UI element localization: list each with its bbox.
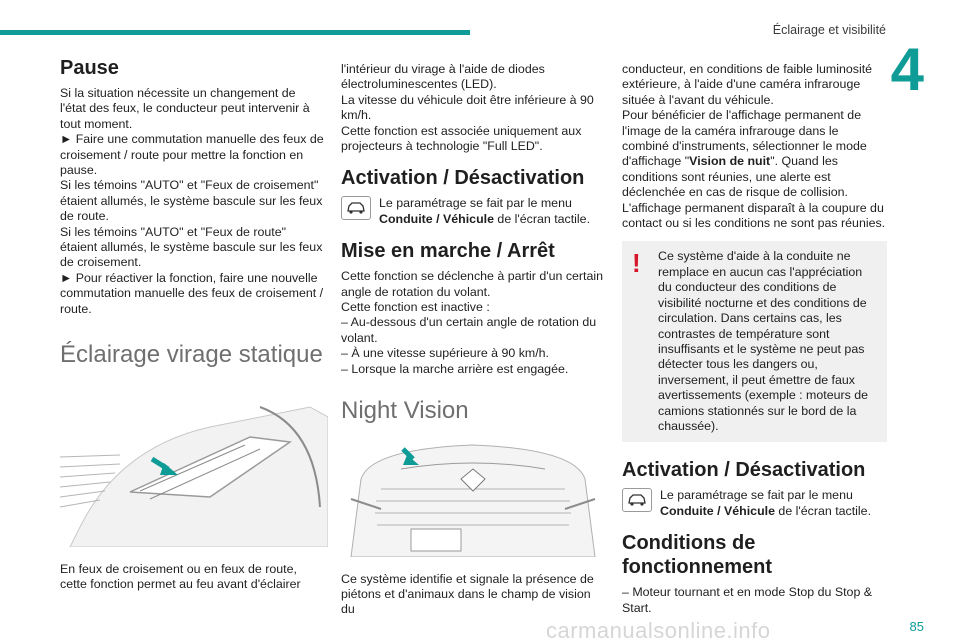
settings-text-tail: de l'écran tactile. <box>493 211 591 226</box>
operating-conditions-heading: Conditions de fonctionnement <box>622 532 772 579</box>
paragraph-text: Pour bénéficier de l'affichage permanent de l'image de la caméra infrarouge dans le combiné d'instruments, sélectionner le mode d'affichage " <box>622 108 867 169</box>
paragraph: l'intérieur du virage à l'aide de diodes électroluminescentes (LED). <box>341 62 545 92</box>
list-item: – Au-dessous d'un certain angle de rotation du volant. <box>341 315 597 345</box>
warning-exclamation-icon: ! <box>632 248 641 279</box>
warning-text: Ce système d'aide à la conduite ne remplace en aucun cas l'appréciation du conducteur des conditions de visibilité nocturne et des conditions de circulation. Dans certains cas, les contrastes de température sont insuffisants et le système ne peut pas détecter tous les dangers ou, inversement, il peut émettre de faux avertissements (exemple : moteurs de camions stationnés sur le bord de la chaussée). <box>658 249 869 433</box>
paragraph: En feux de croisement ou en feux de route, cette fonction permet au feu avant d'éclairer <box>60 561 301 591</box>
column-1 <box>60 56 324 592</box>
list-item: – À une vitesse supérieure à 90 km/h. <box>341 346 550 361</box>
settings-text: Le paramétrage se fait par le menu <box>379 196 572 211</box>
activation-heading: Activation / Désactivation <box>341 167 585 190</box>
pause-heading: Pause <box>60 57 119 79</box>
paragraph: Ce système identifie et signale la présence de piétons et d'animaux dans le champ de vision du <box>341 571 594 617</box>
paragraph: Cette fonction est associée uniquement aux projecteurs à technologie "Full LED". <box>341 123 582 154</box>
paragraph: Cette fonction se déclenche à partir d'un certain angle de rotation du volant. <box>341 269 604 299</box>
paragraph: conducteur, en conditions de faible luminosité extérieure, à l'aide d'une caméra infrarouge située à l'avant du véhicule. <box>622 62 873 107</box>
column-3 <box>622 62 887 616</box>
header-accent-bar <box>0 30 470 35</box>
page-number: 85 <box>909 619 924 634</box>
settings-note <box>622 488 887 519</box>
night-vision-heading: Night Vision <box>341 397 469 425</box>
chapter-title: Éclairage et visibilité <box>772 23 886 37</box>
paragraph: Si la situation nécessite un changement de l'état des feux, le conducteur peut intervenir à tout moment. <box>60 86 310 131</box>
settings-text: Le paramétrage se fait par le menu <box>660 488 853 503</box>
settings-menu-path: Conduite / Véhicule <box>379 211 494 226</box>
display-mode-name: Vision de nuit <box>689 154 771 169</box>
settings-text-tail: de l'écran tactile. <box>774 503 872 518</box>
settings-menu-path: Conduite / Véhicule <box>660 503 775 518</box>
activation-heading-2: Activation / Désactivation <box>622 459 866 482</box>
car-front-illustration <box>341 439 607 561</box>
start-stop-heading: Mise en marche / Arrêt <box>341 240 555 263</box>
warning-box <box>622 241 887 442</box>
list-item: – Lorsque la marche arrière est engagée. <box>341 361 569 376</box>
column-2 <box>341 62 607 618</box>
watermark: carmanualsonline.info <box>546 618 771 643</box>
paragraph: L'affichage permanent disparaît à la coupure du contact ou si les conditions ne sont pas réunies. <box>622 200 886 231</box>
static-lighting-heading: Éclairage virage statique <box>60 341 323 369</box>
list-item: – Moteur tournant et en mode Stop du Stop & Start. <box>622 585 873 615</box>
paragraph: Si les témoins "AUTO" et "Feux de route" étaient allumés, le système bascule sur les feux de croisement. <box>60 224 323 270</box>
paragraph: Cette fonction est inactive : <box>341 300 490 315</box>
car-settings-icon <box>341 196 371 220</box>
chapter-number: 4 <box>890 36 924 103</box>
settings-note <box>341 196 607 227</box>
headlight-illustration <box>60 387 324 551</box>
paragraph: La vitesse du véhicule doit être inférieure à 90 km/h. <box>341 92 594 123</box>
paragraph <box>622 108 887 200</box>
car-settings-icon <box>622 488 652 512</box>
paragraph-text: ". Quand les conditions sont réunies, une alerte est déclenchée en cas de risque de collision. <box>622 154 848 200</box>
paragraph: ► Pour réactiver la fonction, faire une nouvelle commutation manuelle des feux de croisement / route. <box>60 270 324 316</box>
paragraph: Si les témoins "AUTO" et "Feux de croisement" étaient allumés, le système bascule sur les feux de route. <box>60 178 323 224</box>
paragraph: ► Faire une commutation manuelle des feux de croisement / route pour mettre la fonction en pause. <box>60 132 324 178</box>
